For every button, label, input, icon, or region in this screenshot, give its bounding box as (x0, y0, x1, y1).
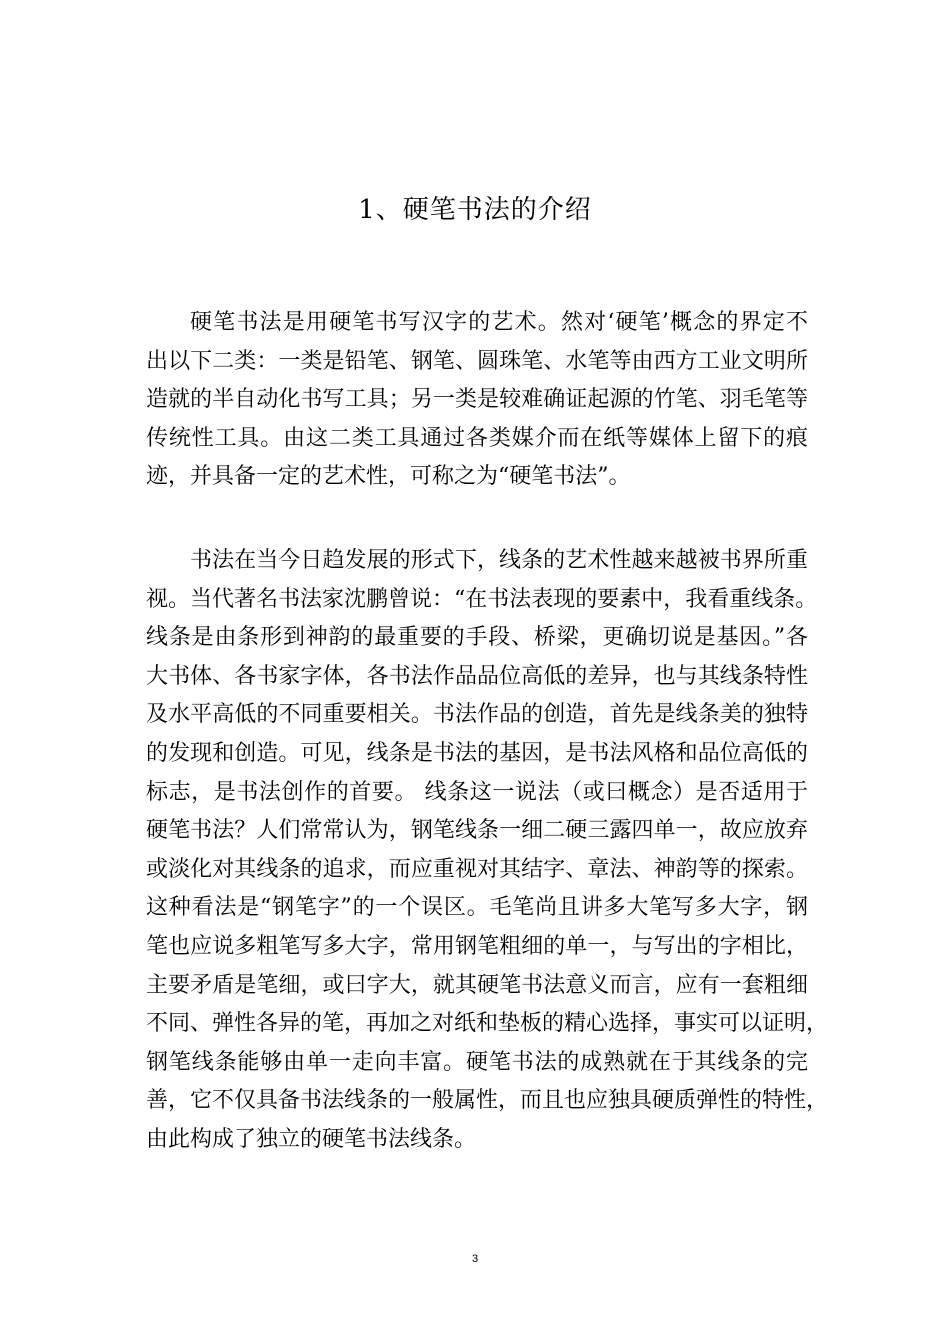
text-line: 主要矛盾是笔细，或曰字大，就其硬笔书法意义而言，应有一套粗细 (146, 972, 808, 998)
text-line: 硬笔书法？人们常常认为，钢笔线条一细二硬三露四单一，故应放弃 (146, 818, 808, 844)
text-line: 或淡化对其线条的追求，而应重视对其结字、章法、神韵等的探索。 (146, 856, 808, 882)
text-line: 书法在当今日趋发展的形式下，线条的艺术性越来越被书界所重 (190, 548, 808, 573)
text-line: 不同、弹性各异的笔，再加之对纸和垫板的精心选择，事实可以证明， (146, 1011, 829, 1037)
paragraph-2 (146, 542, 829, 1160)
text-line: 视。当代著名书法家沈鹏曾说：“在书法表现的要素中，我看重线条。 (146, 586, 818, 612)
text-line: 硬笔书法是用硬笔书写汉字的艺术。然对‘硬笔’概念的界定不 (190, 310, 808, 335)
text-line: 传统性工具。由这二类工具通过各类媒介而在纸等媒体上留下的痕 (146, 425, 808, 451)
paragraph-1 (146, 304, 808, 497)
text-line: 造就的半自动化书写工具；另一类是较难确证起源的竹笔、羽毛笔等 (146, 387, 808, 413)
page-number: 3 (471, 1253, 479, 1265)
text-line: 迹，并具备一定的艺术性，可称之为“硬笔书法”。 (146, 464, 631, 490)
text-line: 出以下二类：一类是铅笔、钢笔、圆珠笔、水笔等由西方工业文明所 (146, 348, 808, 374)
text-line: 标志，是书法创作的首要。 线条这一说法（或曰概念）是否适用于 (146, 779, 808, 805)
text-line: 笔也应说多粗笔写多大字，常用钢笔粗细的单一，与写出的字相比， (146, 933, 808, 959)
text-line: 及水平高低的不同重要相关。书法作品的创造，首先是线条美的独特 (146, 702, 808, 728)
text-line: 这种看法是“钢笔字”的一个误区。毛笔尚且讲多大笔写多大字，钢 (146, 895, 808, 921)
section-title: 1、硬笔书法的介绍 (358, 195, 592, 225)
text-line: 由此构成了独立的硬笔书法线条。 (146, 1126, 477, 1152)
text-line: 线条是由条形到神韵的最重要的手段、桥梁，更确切说是基因。”各 (146, 625, 808, 651)
text-line: 钢笔线条能够由单一走向丰富。硬笔书法的成熟就在于其线条的完 (146, 1049, 808, 1075)
text-line: 大书体、各书家字体，各书法作品品位高低的差异，也与其线条特性 (146, 663, 808, 689)
text-line: 善，它不仅具备书法线条的一般属性，而且也应独具硬质弹性的特性， (146, 1088, 829, 1114)
text-line: 的发现和创造。可见，线条是书法的基因，是书法风格和品位高低的 (146, 740, 808, 766)
